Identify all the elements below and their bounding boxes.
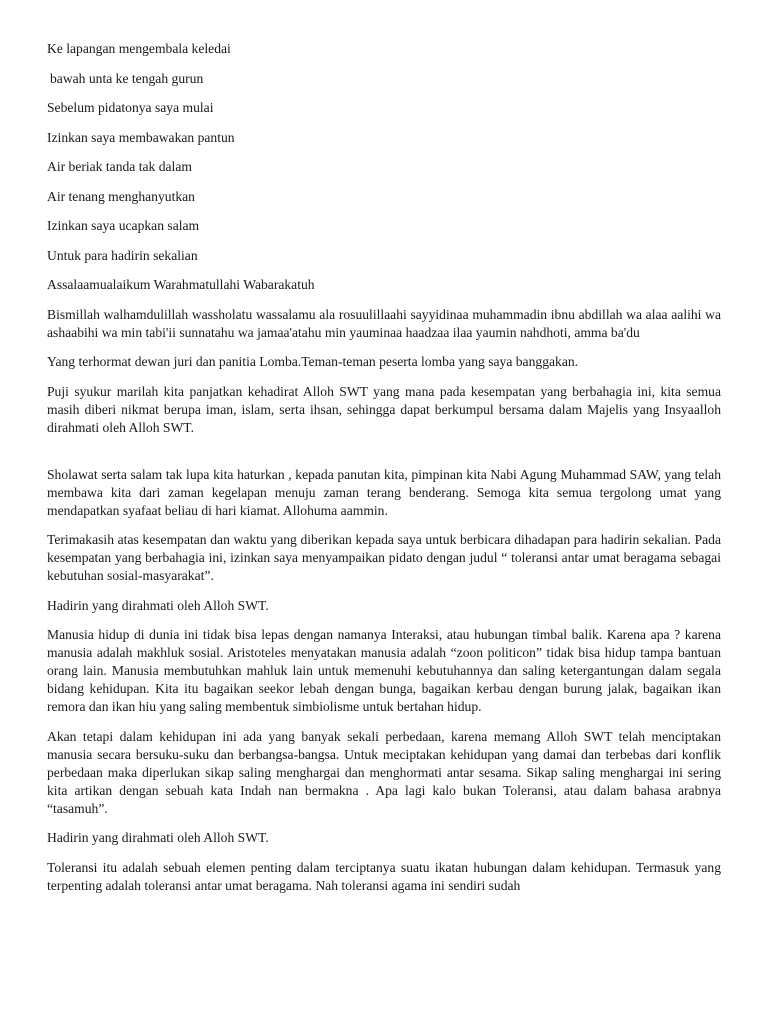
paragraph-akan-tetapi: Akan tetapi dalam kehidupan ini ada yang banyak sekali perbedaan, karena memang Alloh SWT telah menciptakan manusia secara bersuku-suku dan berbangsa-bangsa. Untuk meciptakan kehidupan yang damai dan terbebas dari konflik perbedaan maka diperlukan sikap saling menghargai dan menghormati antar sesama. Sikap saling menghargai ini sering kita artikan dengan sebuah kata Indah nan bermakna . Apa lagi kalo bukan Toleransi, atau dalam bahasa arabnya “tasamuh”. bbox=[47, 728, 721, 816]
pantun-line-8: Untuk para hadirin sekalian bbox=[47, 247, 198, 263]
pantun-line-5: Air beriak tanda tak dalam bbox=[47, 159, 192, 174]
paragraph-hadirin-2: Hadirin yang dirahmati oleh Alloh SWT. bbox=[47, 830, 269, 845]
paragraph-terimakasih: Terimakasih atas kesempatan dan waktu yang diberikan kepada saya untuk berbicara dihadapan para hadirin sekalian. Pada kesempatan yang berbahagia ini, izinkan saya menyampaikan pidato dengan judul “ toleransi antar umat beragama sebagai kebutuhan sosial-masyarakat”. bbox=[47, 532, 721, 583]
paragraph-manusia-hidup: Manusia hidup di dunia ini tidak bisa lepas dengan namanya Interaksi, atau hubungan timbal balik. Karena apa ? karena manusia adalah makhluk sosial. Aristoteles menyatakan manusia adalah “zoon politicon” tidak bisa hidup tampa bantuan orang lain. Manusia membutuhkan mahluk lain untuk memenuhi kebutuhannya dan saling ketergantungan dalam segala bidang kehidupan. Kita itu bagaikan seekor lebah dengan bunga, bagaikan kerbau dengan burung jalak, bagaikan ikan remora dan ikan hiu yang saling membentuk simbiolisme untuk bertahan hidup. bbox=[47, 627, 721, 714]
paragraph-toleransi: Toleransi itu adalah sebuah elemen penting dalam terciptanya suatu ikatan hubungan dalam kehidupan. Termasuk yang terpenting adalah toleransi antar umat beragama. Nah toleransi agama ini sendiri sudah bbox=[47, 859, 721, 893]
pantun-line-1: Ke lapangan mengembala keledai bbox=[47, 41, 231, 56]
paragraph-sholawat: Sholawat serta salam tak lupa kita haturkan , kepada panutan kita, pimpinan kita Nabi Agung Muhammad SAW, yang telah membawa kita dari zaman kegelapan menuju zaman terang benderang. Semoga kita semua tergolong umat yang mendapatkan syafaat beliau di hari kiamat. Allohuma aammin. bbox=[47, 466, 721, 518]
pantun-line-7: Izinkan saya ucapkan salam bbox=[47, 218, 200, 233]
paragraph-puji-syukur: Puji syukur marilah kita panjatkan kehadirat Alloh SWT yang mana pada kesempatan yang berbahagia ini, kita semua masih diberi nikmat berupa iman, islam, serta ihsan, sehingga dapat berkumpul bersama dalam Majelis yang Insyaalloh dirahmati oleh Alloh SWT. bbox=[47, 383, 721, 435]
paragraph-yang-terhormat: Yang terhormat dewan juri dan panitia Lomba.Teman-teman peserta lomba yang saya banggakan. bbox=[47, 354, 579, 369]
pantun-line-2: bawah unta ke tengah gurun bbox=[50, 70, 204, 86]
pantun-line-4: Izinkan saya membawakan pantun bbox=[47, 129, 235, 145]
pantun-line-6: Air tenang menghanyutkan bbox=[47, 188, 195, 204]
salam-greeting: Assalaamualaikum Warahmatullahi Wabarakatuh bbox=[47, 277, 315, 292]
paragraph-bismillah: Bismillah walhamdulillah wassholatu wassalamu ala rosuulillaahi sayyidinaa muhammadin ibnu abdillah wa alaa aalihi wa ashaabihi wa min tabi'ii sunnatahu wa jamaa'atahu min yauminaa haadzaa ilaa yaumin nahdhoti, amma ba'du bbox=[47, 306, 721, 340]
pantun-line-3: Sebelum pidatonya saya mulai bbox=[47, 100, 214, 115]
document-body bbox=[47, 40, 721, 906]
paragraph-hadirin-1: Hadirin yang dirahmati oleh Alloh SWT. bbox=[47, 597, 269, 613]
